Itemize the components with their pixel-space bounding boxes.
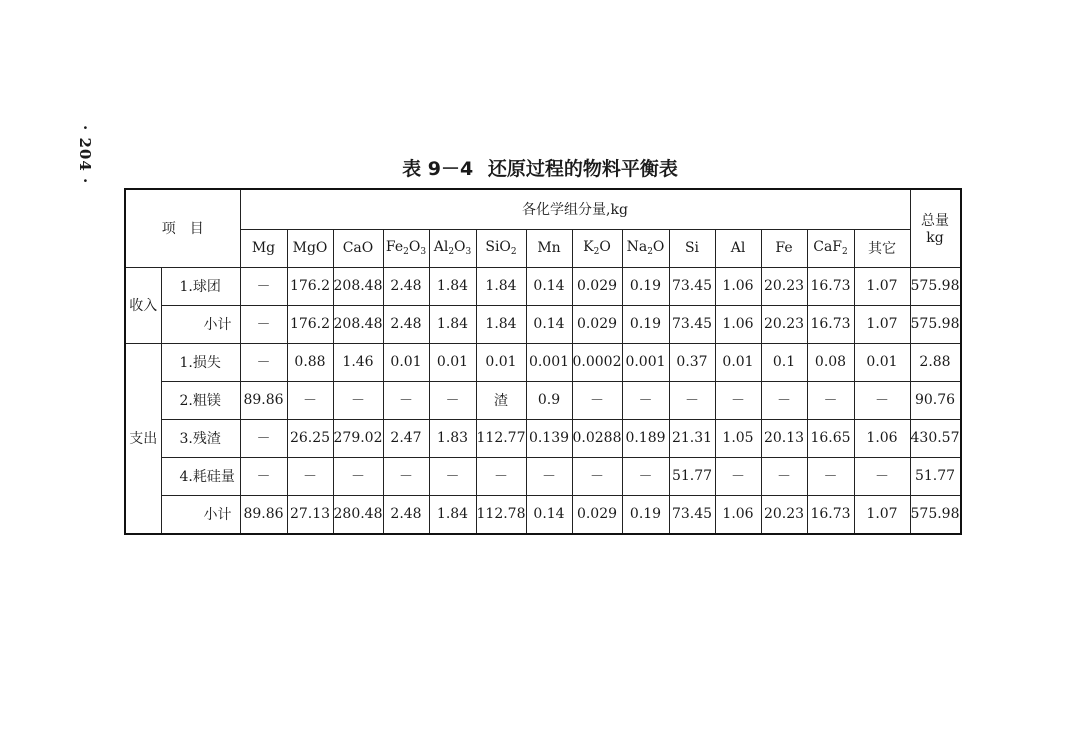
table-cell: 1.07 <box>854 305 910 343</box>
row-total: 90.76 <box>910 381 961 419</box>
table-cell: 208.48 <box>333 267 383 305</box>
table-cell: － <box>572 381 622 419</box>
column-header-base: Fe <box>385 239 404 255</box>
table-cell: 1.06 <box>715 305 761 343</box>
table-cell: － <box>807 381 854 419</box>
column-header-sub: 2 <box>510 247 517 257</box>
row-total: 430.57 <box>910 419 961 457</box>
column-header-sub: 2 <box>448 247 455 257</box>
table-cell: 73.45 <box>669 267 715 305</box>
table-cell: 73.45 <box>669 495 715 534</box>
table-cell: 26.25 <box>287 419 333 457</box>
table-number: 表 9－4 <box>402 158 474 180</box>
table-cell: 0.139 <box>526 419 572 457</box>
column-header-base: CaF <box>813 239 843 255</box>
table-cell: 0.01 <box>715 343 761 381</box>
table-cell: 112.78 <box>476 495 526 534</box>
column-header-sub: 2 <box>403 247 409 257</box>
table-cell: － <box>383 381 429 419</box>
table-cell: 0.14 <box>526 495 572 534</box>
column-header <box>240 229 287 267</box>
row-total: 575.98 <box>910 305 961 343</box>
table-cell: 89.86 <box>240 495 287 534</box>
column-header-sub: 2 <box>647 247 653 257</box>
column-header-base: CaO <box>342 240 374 256</box>
total-header-line1: 总量 <box>921 213 949 230</box>
table-cell: － <box>383 457 429 495</box>
table-cell: － <box>854 381 910 419</box>
table-cell: － <box>429 457 476 495</box>
table-cell: － <box>240 457 287 495</box>
table-cell: 16.73 <box>807 305 854 343</box>
total-header <box>910 189 961 267</box>
table-cell: 1.06 <box>715 267 761 305</box>
table-row <box>125 343 961 381</box>
table-cell: 0.08 <box>807 343 854 381</box>
column-header-base: Mn <box>537 240 561 256</box>
column-header-base: K <box>583 239 594 255</box>
table-cell: 176.2 <box>287 305 333 343</box>
column-header <box>622 229 669 267</box>
column-header <box>572 229 622 267</box>
table-cell: 20.23 <box>761 267 807 305</box>
column-header-base: Al <box>730 240 746 256</box>
table-cell: 16.65 <box>807 419 854 457</box>
column-header-base: Al <box>433 239 449 255</box>
table-cell: 279.02 <box>333 419 383 457</box>
column-header-base: SiO <box>485 239 511 255</box>
table-cell: － <box>622 381 669 419</box>
table-cell: 20.23 <box>761 495 807 534</box>
page-number: · 204 · <box>76 125 94 185</box>
table-cell: 208.48 <box>333 305 383 343</box>
table-cell: 0.0002 <box>572 343 622 381</box>
table-cell: 1.84 <box>429 495 476 534</box>
table-cell: 1.84 <box>429 267 476 305</box>
column-header <box>761 229 807 267</box>
table-cell: 176.2 <box>287 267 333 305</box>
column-header <box>287 229 333 267</box>
table-row <box>125 495 961 534</box>
column-header <box>807 229 854 267</box>
row-label: 3.残渣 <box>161 419 240 457</box>
table-cell: － <box>807 457 854 495</box>
total-header-line2: kg <box>926 230 944 247</box>
table-cell: 0.01 <box>429 343 476 381</box>
row-total: 2.88 <box>910 343 961 381</box>
item-header: 项 目 <box>125 189 240 267</box>
table-cell: － <box>715 381 761 419</box>
column-header-tail: O <box>408 239 421 255</box>
table-cell: 0.189 <box>622 419 669 457</box>
table-cell: 1.06 <box>854 419 910 457</box>
table-cell: 0.19 <box>622 267 669 305</box>
table-row <box>125 381 961 419</box>
column-header-sub: 3 <box>420 247 427 257</box>
table-cell: － <box>240 343 287 381</box>
table-cell: 1.84 <box>476 305 526 343</box>
table-cell: 0.001 <box>526 343 572 381</box>
table-cell: － <box>429 381 476 419</box>
section-label: 收入 <box>125 267 161 343</box>
column-header <box>715 229 761 267</box>
table-cell: 0.01 <box>854 343 910 381</box>
table-cell: 1.46 <box>333 343 383 381</box>
table-cell: 73.45 <box>669 305 715 343</box>
table-cell: － <box>287 457 333 495</box>
row-label: 2.粗镁 <box>161 381 240 419</box>
table-cell: － <box>240 267 287 305</box>
table-cell: 89.86 <box>240 381 287 419</box>
table-cell: － <box>287 381 333 419</box>
column-header-tail: O <box>454 239 466 255</box>
table-cell: － <box>715 457 761 495</box>
table-cell: 0.14 <box>526 267 572 305</box>
table-cell: － <box>476 457 526 495</box>
table-cell: 21.31 <box>669 419 715 457</box>
column-header <box>669 229 715 267</box>
table-title <box>0 154 1080 181</box>
column-header-sub: 3 <box>465 247 472 257</box>
table-cell: 0.01 <box>383 343 429 381</box>
column-header-tail: O <box>652 239 665 255</box>
column-header <box>476 229 526 267</box>
table-row <box>125 419 961 457</box>
row-total: 51.77 <box>910 457 961 495</box>
table-cell: 0.029 <box>572 495 622 534</box>
row-label: 小计 <box>161 305 240 343</box>
table-cell: 112.77 <box>476 419 526 457</box>
table-cell: 0.14 <box>526 305 572 343</box>
table-cell: 1.84 <box>476 267 526 305</box>
material-balance-table <box>124 188 962 535</box>
table-cell: － <box>572 457 622 495</box>
row-total: 575.98 <box>910 495 961 534</box>
row-label: 1.损失 <box>161 343 240 381</box>
table-cell: 1.07 <box>854 495 910 534</box>
column-header-base: Na <box>626 239 648 255</box>
group-header: 各化学组分量,kg <box>240 189 910 229</box>
table-cell: 20.23 <box>761 305 807 343</box>
column-header <box>333 229 383 267</box>
table-cell: 0.0288 <box>572 419 622 457</box>
table-cell: 1.84 <box>429 305 476 343</box>
column-header <box>383 229 429 267</box>
table-cell: 0.1 <box>761 343 807 381</box>
table-cell: 0.88 <box>287 343 333 381</box>
table-cell: 280.48 <box>333 495 383 534</box>
table-cell: 2.48 <box>383 305 429 343</box>
table-cell: － <box>761 457 807 495</box>
table-cell: 27.13 <box>287 495 333 534</box>
column-header-base: Fe <box>775 240 793 256</box>
table-cell: 0.01 <box>476 343 526 381</box>
table-cell: － <box>669 381 715 419</box>
table-cell: 20.13 <box>761 419 807 457</box>
column-header-sub: 2 <box>842 247 848 257</box>
table-row <box>125 267 961 305</box>
table-cell: － <box>622 457 669 495</box>
table-cell: 1.83 <box>429 419 476 457</box>
table-cell: 渣 <box>476 381 526 419</box>
table-cell: － <box>854 457 910 495</box>
table-caption: 还原过程的物料平衡表 <box>487 158 678 180</box>
table-cell: 0.029 <box>572 305 622 343</box>
table-cell: － <box>240 305 287 343</box>
column-header <box>429 229 476 267</box>
column-header-base: MgO <box>292 240 328 256</box>
column-header-base: Mg <box>251 240 276 256</box>
table-cell: 2.48 <box>383 267 429 305</box>
table-cell: 0.19 <box>622 305 669 343</box>
column-header <box>526 229 572 267</box>
table-cell: － <box>761 381 807 419</box>
column-header <box>854 229 910 267</box>
table-cell: 1.06 <box>715 495 761 534</box>
column-header-sub: 2 <box>593 247 600 257</box>
table-cell: 2.47 <box>383 419 429 457</box>
table-cell: 0.029 <box>572 267 622 305</box>
column-header-base: 其它 <box>868 241 896 257</box>
column-header-base: Si <box>684 240 700 256</box>
table-cell: － <box>333 457 383 495</box>
row-total: 575.98 <box>910 267 961 305</box>
table-cell: 0.37 <box>669 343 715 381</box>
table-cell: － <box>240 419 287 457</box>
column-header-tail: O <box>599 239 611 255</box>
table-cell: 1.07 <box>854 267 910 305</box>
table-cell: 51.77 <box>669 457 715 495</box>
table-cell: 2.48 <box>383 495 429 534</box>
row-label: 1.球团 <box>161 267 240 305</box>
row-label: 4.耗硅量 <box>161 457 240 495</box>
row-label: 小计 <box>161 495 240 534</box>
table-cell: 1.05 <box>715 419 761 457</box>
table-cell: 0.001 <box>622 343 669 381</box>
section-label: 支出 <box>125 343 161 534</box>
table-cell: 0.19 <box>622 495 669 534</box>
table-cell: － <box>333 381 383 419</box>
table-cell: 16.73 <box>807 267 854 305</box>
table-cell: － <box>526 457 572 495</box>
table-row <box>125 457 961 495</box>
table-cell: 0.9 <box>526 381 572 419</box>
table-row <box>125 305 961 343</box>
table-cell: 16.73 <box>807 495 854 534</box>
